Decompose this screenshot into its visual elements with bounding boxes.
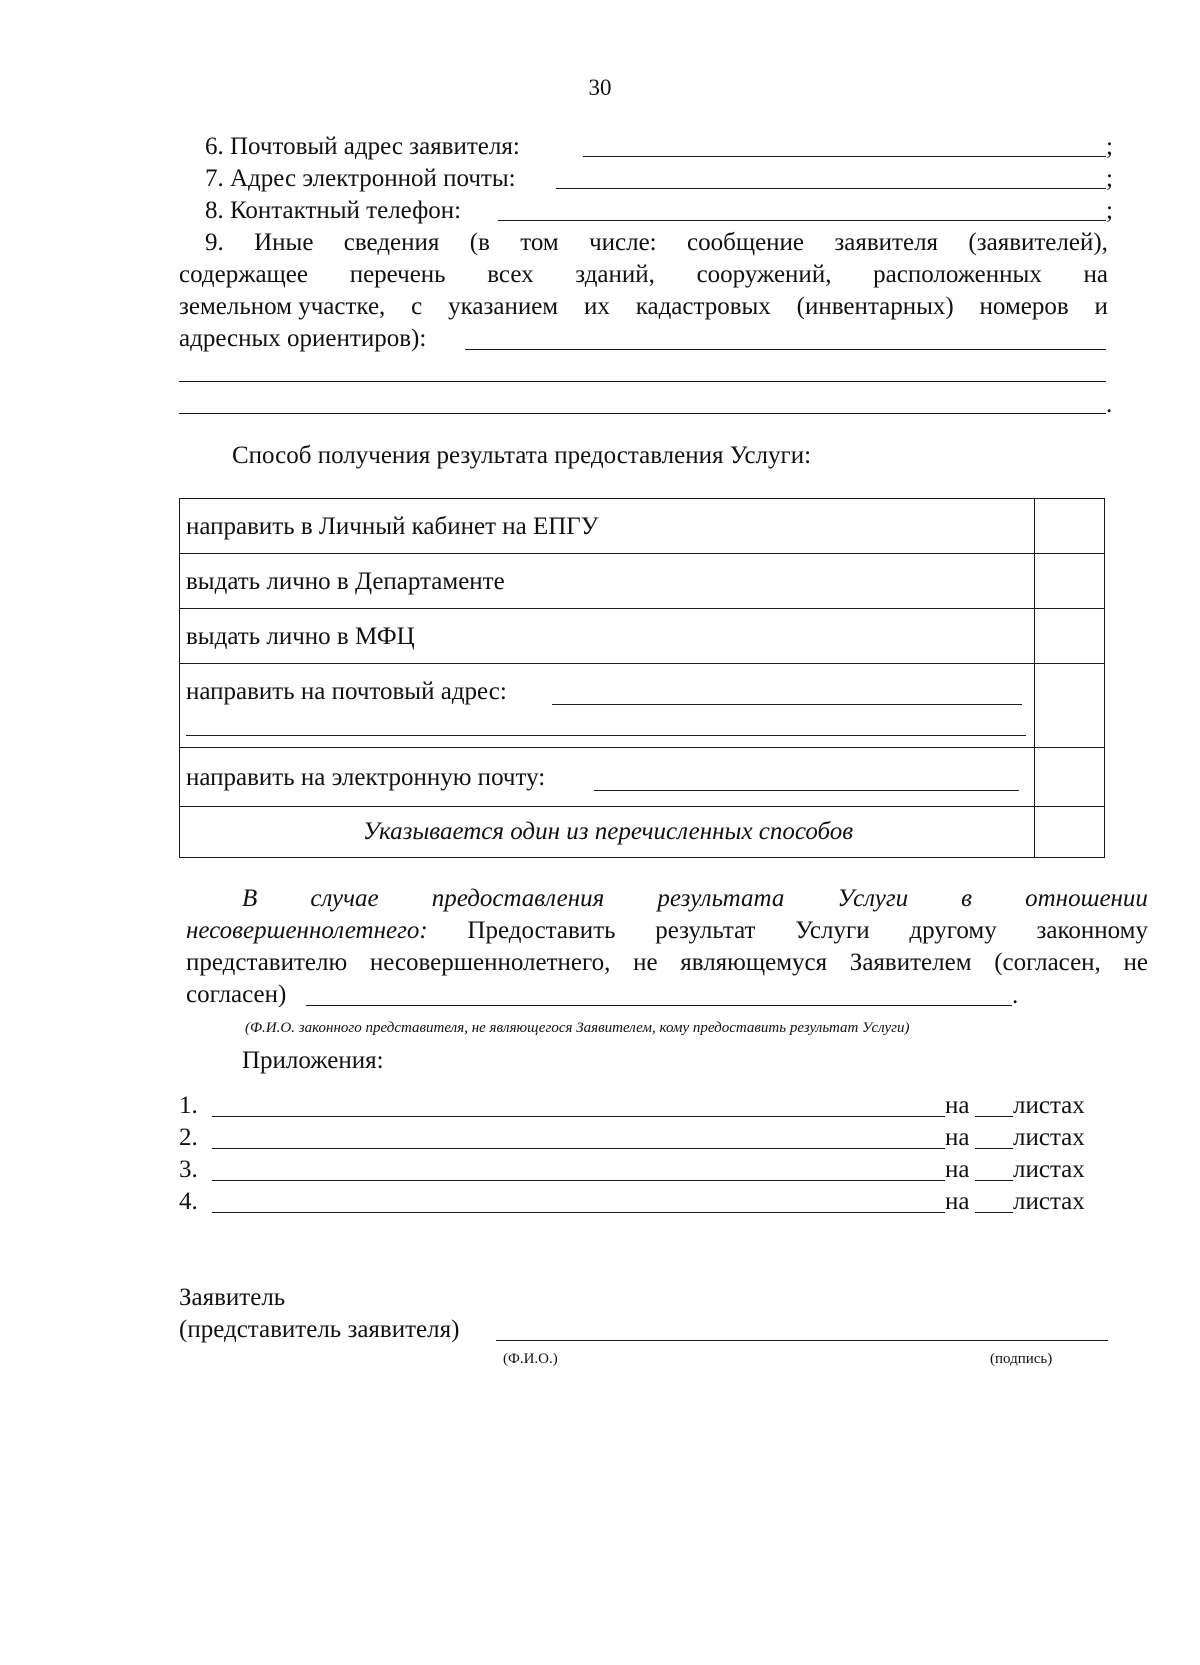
other-info-line-1: 9. Иные сведения (в том числе: сообщение заявителя (заявителей), <box>205 229 1108 256</box>
delivery-option-mfc: выдать лично в МФЦ <box>186 623 415 650</box>
minor-line-2: несовершеннолетнего: Предоставить результат Услуги другому законному <box>186 917 1148 944</box>
attachment-count-line-1 <box>975 1116 1013 1117</box>
delivery-email-line <box>594 790 1019 791</box>
delivery-option-checkbox[interactable] <box>1034 664 1104 747</box>
attachment-sheets-3: листах <box>1013 1156 1085 1183</box>
other-info-line-6 <box>179 413 1106 414</box>
minor-end: . <box>1012 982 1019 1009</box>
postal-address-end: ; <box>1106 133 1113 160</box>
other-info-line-3: земельном участке, с указанием их кадастровых (инвентарных) номеров и <box>179 293 1108 320</box>
other-info-line-4 <box>465 349 1106 350</box>
attachment-na-1: на <box>945 1092 970 1119</box>
delivery-option-epgu: направить в Личный кабинет на ЕПГУ <box>186 513 599 540</box>
delivery-option-checkbox[interactable] <box>1034 554 1104 608</box>
delivery-option-email: направить на электронную почту: <box>186 764 546 791</box>
delivery-option-checkbox[interactable] <box>1034 609 1104 663</box>
delivery-option-row <box>180 499 1104 554</box>
delivery-option-row <box>180 664 1104 748</box>
phone-label: 8. Контактный телефон: <box>205 197 462 224</box>
signature-sign-caption: (подпись) <box>990 1351 1053 1367</box>
delivery-methods-table <box>179 498 1105 858</box>
delivery-option-row <box>180 554 1104 609</box>
delivery-note-row <box>180 807 1104 857</box>
delivery-option-row <box>180 609 1104 664</box>
email-line <box>556 188 1106 189</box>
other-info-line-5 <box>179 381 1106 382</box>
attachment-sheets-4: листах <box>1013 1188 1085 1215</box>
phone-end: ; <box>1106 197 1113 224</box>
signature-label-1: Заявитель <box>179 1284 286 1311</box>
attachment-count-line-3 <box>975 1180 1013 1181</box>
signature-label-2: (представитель заявителя) <box>179 1316 460 1343</box>
delivery-option-row <box>180 748 1104 807</box>
minor-line-3: представителю несовершеннолетнего, не являющемуся Заявителем (согласен, не <box>186 949 1148 976</box>
attachment-line-3 <box>212 1180 945 1181</box>
attachment-num-4: 4. <box>179 1188 198 1215</box>
attachment-num-2: 2. <box>179 1124 198 1151</box>
delivery-option-postal: направить на почтовый адрес: <box>186 678 507 705</box>
minor-consent-line <box>306 1005 1012 1006</box>
minor-line-4: согласен) <box>186 981 287 1008</box>
email-end: ; <box>1106 165 1113 192</box>
attachment-count-line-2 <box>975 1148 1013 1149</box>
delivery-option-checkbox[interactable] <box>1034 748 1104 806</box>
delivery-note: Указывается один из перечисленных способов <box>362 818 854 845</box>
postal-address-line <box>583 156 1106 157</box>
delivery-note-checkbox[interactable] <box>1034 807 1104 857</box>
attachment-line-4 <box>212 1212 945 1213</box>
other-info-end: . <box>1106 391 1113 418</box>
attachment-line-1 <box>212 1116 945 1117</box>
email-label: 7. Адрес электронной почты: <box>205 165 516 192</box>
attachment-na-2: на <box>945 1124 970 1151</box>
attachment-num-1: 1. <box>179 1092 198 1119</box>
page-number: 30 <box>588 75 612 100</box>
phone-line <box>498 220 1106 221</box>
attachment-count-line-4 <box>975 1212 1013 1213</box>
attachments-heading: Приложения: <box>242 1047 384 1074</box>
attachment-line-2 <box>212 1148 945 1149</box>
delivery-postal-line-2 <box>186 735 1026 736</box>
attachment-na-3: на <box>945 1156 970 1183</box>
attachment-sheets-1: листах <box>1013 1092 1085 1119</box>
other-info-line-2: содержащее перечень всех зданий, сооружений, расположенных на <box>179 261 1108 288</box>
delivery-option-checkbox[interactable] <box>1034 499 1104 553</box>
minor-line-1: В случае предоставления результата Услуги в отношении <box>242 885 1148 912</box>
minor-caption: (Ф.И.О. законного представителя, не являющегося Заявителем, кому предоставить результат Услуги) <box>245 1020 910 1036</box>
delivery-heading: Способ получения результата предоставления Услуги: <box>232 442 812 469</box>
attachment-num-3: 3. <box>179 1156 198 1183</box>
attachment-na-4: на <box>945 1188 970 1215</box>
signature-fio-caption: (Ф.И.О.) <box>503 1351 558 1367</box>
attachment-sheets-2: листах <box>1013 1124 1085 1151</box>
delivery-option-department: выдать лично в Департаменте <box>186 568 505 595</box>
other-info-line-4-label: адресных ориентиров): <box>179 325 427 352</box>
postal-address-label: 6. Почтовый адрес заявителя: <box>205 133 520 160</box>
delivery-postal-line-1 <box>552 704 1022 705</box>
signature-line <box>496 1340 1108 1341</box>
